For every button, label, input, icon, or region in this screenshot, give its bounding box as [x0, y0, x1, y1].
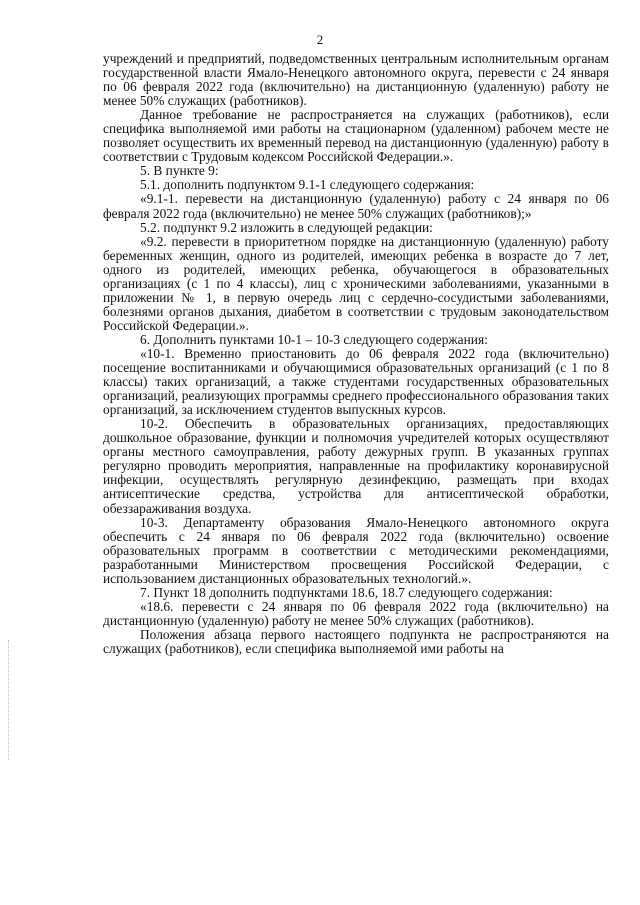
- paragraph: «9.1-1. перевести на дистанционную (удаленную) работу с 24 января по 06 февраля 2022 года (включительно) не менее 50% служащих (работников);»: [103, 191, 609, 221]
- paragraph: 6. Дополнить пунктами 10-1 – 10-3 следующего содержания:: [140, 331, 488, 347]
- paragraph: 5. В пункте 9:: [140, 163, 219, 179]
- document-body: [103, 52, 609, 656]
- paragraph: 10-2. Обеспечить в образовательных организациях, предоставляющих дошкольное образование, функции и полномочия учредителей которых осуществляют органы местного самоуправления, работу дежурных групп. В указанных группах регулярно проводить мероприятия, направленные на профилактику коронавирусной инфекции, осуществлять регулярную дезинфекцию, размещать при входах антисептические средства, устройства для антисептической обработки, обеззараживания воздуха.: [103, 416, 609, 516]
- paragraph: «10-1. Временно приостановить до 06 февраля 2022 года (включительно) посещение воспитанниками и обучающимися образовательных организаций (с 1 по 8 классы) таких организаций, а также студентами государственных образовательных организаций, реализующих программы среднего профессионального образования таких организаций, за исключением студентов выпускных курсов.: [103, 345, 609, 418]
- paragraph: Данное требование не распространяется на служащих (работников), если специфика выполняемой ими работы на стационарном (удаленном) рабочем месте не позволяет осуществить их временный перевод на дистанционную (удаленную) работу в соответствии с Трудовым кодексом Российской Федерации.».: [103, 107, 609, 165]
- paragraph: 5.2. подпункт 9.2 изложить в следующей редакции:: [140, 219, 433, 235]
- paragraph: 5.1. дополнить подпунктом 9.1-1 следующего содержания:: [140, 177, 475, 193]
- paragraph: учреждений и предприятий, подведомственных центральным исполнительным органам государственной власти Ямало-Ненецкого автономного округа, перевести с 24 января по 06 февраля 2022 года (включительно) на дистанционную (удаленную) работу не менее 50% служащих (работников).: [103, 51, 609, 109]
- paragraph: Положения абзаца первого настоящего подпункта не распространяются на служащих (работников), если специфика выполняемой ими работы на: [103, 626, 609, 656]
- paragraph: «18.6. перевести с 24 января по 06 февраля 2022 года (включительно) на дистанционную (удаленную) работу не менее 50% служащих (работников).: [103, 598, 609, 628]
- page-number: 2: [316, 32, 324, 47]
- paragraph: «9.2. перевести в приоритетном порядке на дистанционную (удаленную) работу беременных женщин, одного из родителей, имеющих ребенка в возрасте до 7 лет, одного из родителей, имеющих ребенка, обучающегося в образовательных организациях (с 1 по 4 классы), лиц с хроническими заболеваниями, указанными в приложении № 1, в первую очередь лиц с сердечно-сосудистыми заболеваниями, болезнями органов дыхания, диабетом в соответствии с трудовым законодательством Российской Федерации.».: [103, 233, 609, 333]
- paragraph: 10-3. Департаменту образования Ямало-Ненецкого автономного округа обеспечить с 24 января по 06 февраля 2022 года (включительно) освоение образовательных программ в соответствии с методическими рекомендациями, разработанными Министерством просвещения Российской Федерации, с использованием дистанционных образовательных технологий.».: [103, 514, 609, 586]
- scan-margin-marks: [8, 640, 11, 760]
- paragraph: 7. Пункт 18 дополнить подпунктами 18.6, 18.7 следующего содержания:: [140, 584, 553, 600]
